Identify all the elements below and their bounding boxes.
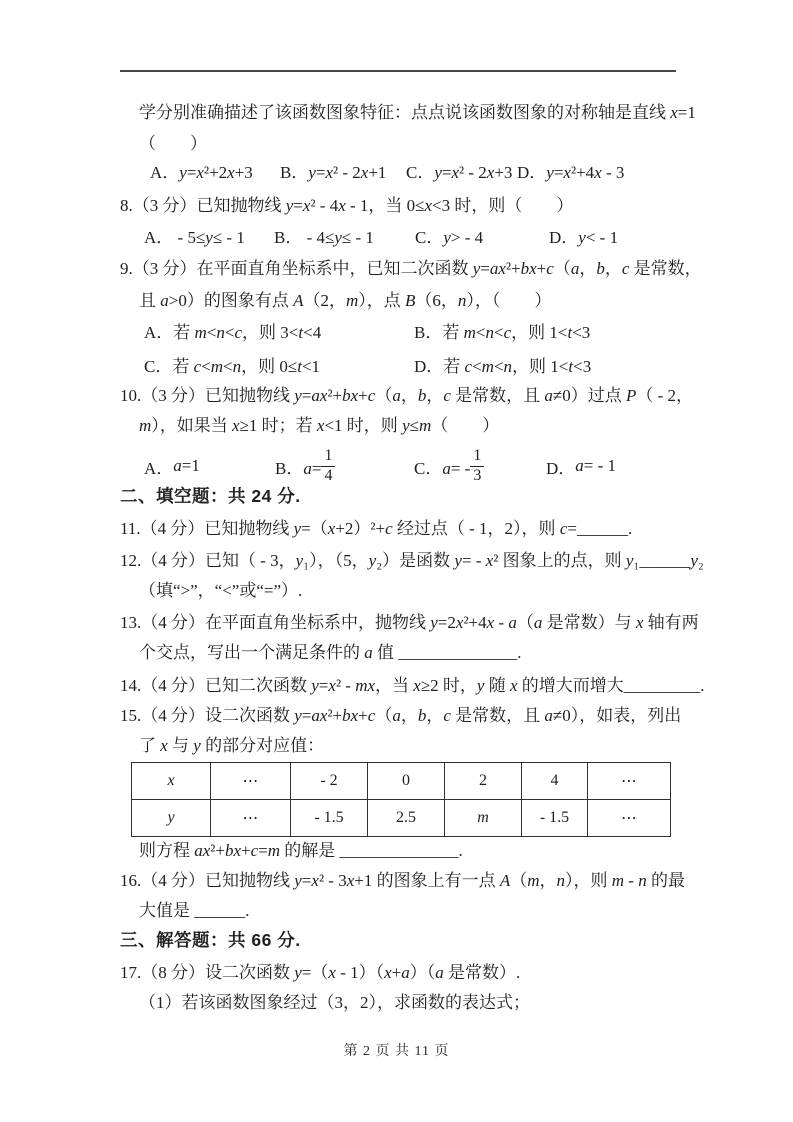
- option-b: B．y=x² - 2x+1: [280, 163, 387, 182]
- q10-stem-line1: 10.（3 分）已知抛物线 y=ax²+bx+c（a，b，c 是常数，且 a≠0）过点 P（ - 2，: [120, 386, 694, 405]
- option-d: D．y< - 1: [549, 228, 619, 247]
- table-cell: 4: [522, 763, 588, 800]
- option-b: B． - 4≤y≤ - 1: [274, 228, 374, 247]
- q15-values-table: [131, 762, 671, 837]
- q14-stem: 14.（4 分）已知二次函数 y=x² - mx，当 x≥2 时，y 随 x 的增大而增大_________.: [120, 676, 705, 695]
- fraction: [321, 447, 335, 485]
- table-cell: - 1.5: [291, 800, 368, 837]
- option-c: C．y> - 4: [415, 228, 484, 247]
- table-cell: - 1.5: [522, 800, 588, 837]
- table-cell: 2.5: [368, 800, 445, 837]
- table-cell: ⋯: [211, 800, 291, 837]
- q9-options-row-2: [120, 351, 720, 382]
- table-row-y: [132, 800, 671, 837]
- table-cell: m: [445, 800, 522, 837]
- q11-stem: 11.（4 分）已知抛物线 y=（x+2）²+c 经过点（ - 1，2），则 c=______.: [120, 519, 633, 538]
- option-a: A． - 5≤y≤ - 1: [144, 228, 245, 247]
- q9-stem-line1: 9.（3 分）在平面直角坐标系中，已知二次函数 y=ax²+bx+c（a，b，c 是常数，: [120, 259, 702, 278]
- q7-stem-overflow-line: 学分别准确描述了该函数图象特征：点点说该函数图象的对称轴是直线 x=1: [139, 103, 696, 122]
- q10-stem-line2: m），如果当 x≥1 时；若 x<1 时，则 y≤m（ ）: [139, 416, 500, 435]
- q15-stem-line1: 15.（4 分）设二次函数 y=ax²+bx+c（a，b，c 是常数，且 a≠0），如表，列出: [120, 706, 682, 725]
- q15-tail: 则方程 ax²+bx+c=m 的解是 ______________.: [139, 841, 463, 860]
- q9-options-row-1: [120, 317, 720, 348]
- option-c: C．y=x² - 2x+3: [406, 163, 513, 182]
- page-footer: 第 2 页 共 11 页: [343, 1044, 450, 1059]
- fraction-denominator: 4: [324, 466, 333, 484]
- option-a: A．若 m<n<c，则 3<t<4: [144, 323, 322, 342]
- row-label: x: [132, 763, 211, 800]
- q8-stem: 8.（3 分）已知抛物线 y=x² - 4x - 1，当 0≤x<3 时，则（ ）: [120, 196, 574, 215]
- header-rule: [120, 70, 676, 72]
- q17-part1: （1）若该函数图象经过（3，2），求函数的表达式；: [139, 993, 530, 1012]
- table-cell: 0: [368, 763, 445, 800]
- section-fill-in-heading: 二、填空题：共 24 分.: [120, 486, 301, 506]
- fraction-denominator: 3: [473, 466, 482, 484]
- table-cell: 2: [445, 763, 522, 800]
- fraction: [470, 447, 484, 485]
- option-b-prefix: B．a=: [275, 458, 322, 478]
- fraction-numerator: 1: [470, 447, 484, 466]
- q12-stem-line1: 12.（4 分）已知（ - 3，y₁），（5，y₂）是函数 y= - x² 图象上的点，则 y₁______y₂: [120, 551, 704, 570]
- option-d: D．y=x²+4x - 3: [517, 163, 625, 182]
- q16-stem-line2: 大值是 ______.: [139, 901, 250, 920]
- q17-stem: 17.（8 分）设二次函数 y=（x - 1）（x+a）（a 是常数）.: [120, 963, 521, 982]
- table-cell: ⋯: [211, 763, 291, 800]
- table-cell: ⋯: [588, 763, 671, 800]
- table-row-x: [132, 763, 671, 800]
- section-solution-heading: 三、解答题：共 66 分.: [120, 930, 301, 950]
- q9-stem-line2: 且 a>0）的图象有点 A（2，m），点 B（6，n），（ ）: [139, 291, 552, 310]
- q7-options-row: [120, 157, 720, 188]
- option-c: [414, 440, 484, 492]
- row-label: y: [132, 800, 211, 837]
- option-c: C．若 c<m<n，则 0≤t<1: [144, 357, 321, 376]
- option-b: B．若 m<n<c，则 1<t<3: [414, 323, 591, 342]
- q8-options-row: [120, 222, 720, 253]
- q16-stem-line1: 16.（4 分）已知抛物线 y=x² - 3x+1 的图象上有一点 A（m，n），则 m - n 的最: [120, 871, 685, 890]
- option-d: D．若 c<m<n，则 1<t<3: [414, 357, 592, 376]
- q13-stem-line1: 13.（4 分）在平面直角坐标系中，抛物线 y=2x²+4x - a（a 是常数）与 x 轴有两: [120, 613, 699, 632]
- option-d: D． a = - 1: [546, 456, 617, 478]
- option-a: A．y=x²+2x+3: [150, 163, 253, 182]
- option-a: A． a =1: [144, 456, 200, 478]
- q12-stem-line2: （填“>”，“<”或“=”）.: [139, 581, 303, 600]
- q7-answer-bracket-line: （ ）: [139, 134, 207, 153]
- table-cell: ⋯: [588, 800, 671, 837]
- option-c-prefix: C．a= -: [414, 458, 471, 478]
- q13-stem-line2: 个交点，写出一个满足条件的 a 值 ______________.: [139, 643, 522, 662]
- q15-stem-line2: 了 x 与 y 的部分对应值：: [139, 736, 325, 755]
- table-cell: - 2: [291, 763, 368, 800]
- fraction-numerator: 1: [321, 447, 335, 466]
